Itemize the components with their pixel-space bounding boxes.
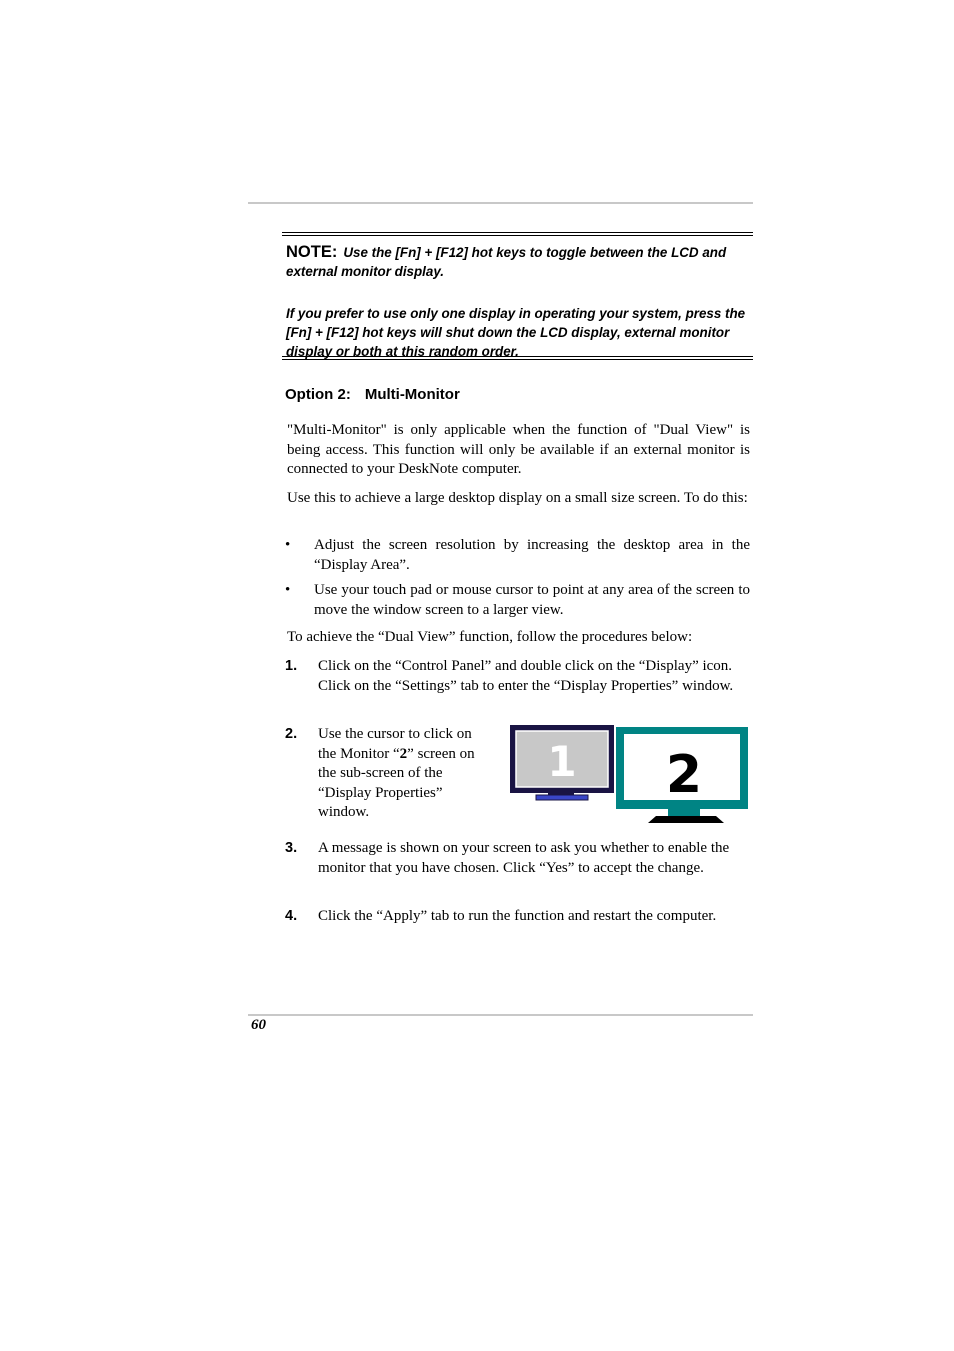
note-paragraph-1 xyxy=(286,243,748,281)
monitor-2-label: 2 xyxy=(665,745,703,805)
step-text: A message is shown on your screen to ask you whether to enable the monitor that you have chosen. Click “Yes” to accept the change. xyxy=(318,840,730,876)
note-text-1: Use the [Fn] + [F12] hot keys to toggle between the LCD and external monitor display. xyxy=(286,245,727,279)
step-text: Click on the “Control Panel” and double click on the “Display” icon. Click on the “Settings” tab to enter the “Display Properties” window. xyxy=(318,658,734,694)
step-item xyxy=(285,907,750,927)
paragraph-purpose: Use this to achieve a large desktop display on a small size screen. To do this: xyxy=(287,490,748,506)
option-label: Option 2: xyxy=(285,386,351,403)
step-number: 4. xyxy=(285,908,298,924)
step-number: 3. xyxy=(285,840,298,856)
monitor-1-label: 1 xyxy=(547,737,577,786)
step-text: Use the cursor to click on the Monitor “2” screen on the sub-screen of the “Display Properties” window. xyxy=(318,726,475,820)
monitor-2-stand xyxy=(648,816,724,823)
dual-monitor-illustration xyxy=(508,722,750,826)
step-text: Click the “Apply” tab to run the function and restart the computer. xyxy=(318,908,717,924)
note-paragraph-2: If you prefer to use only one display in operating your system, press the [Fn] + [F12] hot keys will shut down the LCD display, external monitor display or both at this random order. xyxy=(286,306,746,359)
bullet-icon: • xyxy=(285,582,291,598)
header-rule xyxy=(248,202,753,204)
bullet-text: Use your touch pad or mouse cursor to point at any area of the screen to move the window screen to a larger view. xyxy=(314,582,750,618)
section-title: Multi-Monitor xyxy=(364,386,460,403)
note-label: NOTE: xyxy=(286,243,338,261)
monitor-number: 2 xyxy=(399,745,408,762)
step-number: 2. xyxy=(285,726,298,742)
bullet-text: Adjust the screen resolution by increasing the desktop area in the “Display Area”. xyxy=(314,537,750,573)
section-heading xyxy=(285,386,460,403)
step-item xyxy=(285,839,750,878)
monitor-1-stand xyxy=(536,795,588,800)
footer-rule xyxy=(248,1014,753,1016)
paragraph-procedure-intro: To achieve the “Dual View” function, follow the procedures below: xyxy=(287,629,693,645)
bullet-item xyxy=(285,581,750,620)
step-item xyxy=(285,657,750,696)
step-item xyxy=(285,725,475,823)
note-box xyxy=(282,232,753,360)
bullet-item xyxy=(285,536,750,575)
page-number: 60 xyxy=(251,1017,266,1033)
bullet-icon: • xyxy=(285,537,291,553)
paragraph-intro: "Multi-Monitor" is only applicable when the function of "Dual View" is being access. This function will only be available if an external monitor is connected to your DeskNote computer. xyxy=(287,422,750,477)
step-number: 1. xyxy=(285,658,298,674)
